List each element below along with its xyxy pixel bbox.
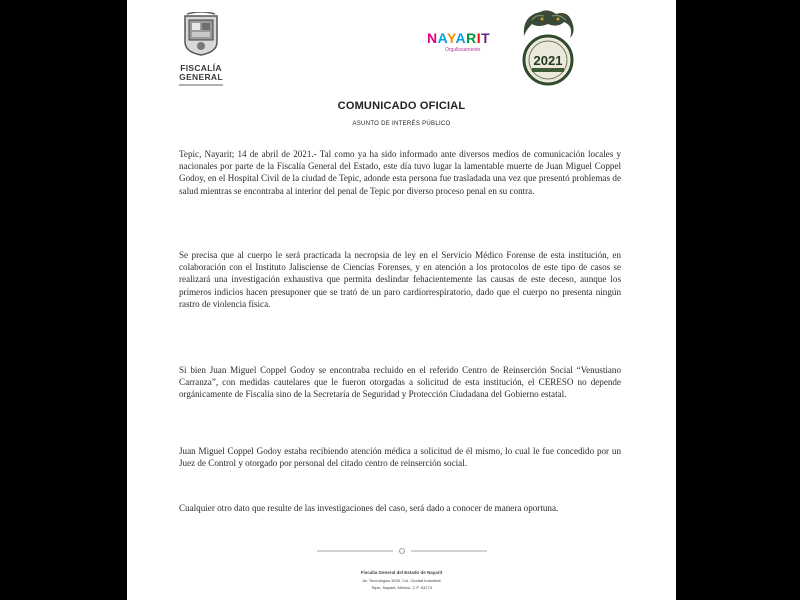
ornamental-divider [317,547,487,555]
nayarit-letter: I [476,30,482,46]
fiscalia-logo [175,12,227,88]
nayarit-letter: T [481,30,491,46]
document-page [127,0,676,600]
paragraph-5: Cualquier otro dato que resulte de las investigaciones del caso, será dado a conocer de manera oportuna. [179,503,559,513]
paragraph-4: Juan Miguel Coppel Godoy estaba recibiendo atención médica a solicitud de él mismo, lo cual le fue concedido por un Juez de Control y otorgado por personal del citado centro de reinserción social. [179,446,621,469]
nayarit-letter: R [466,30,477,46]
org-name-line1: FISCALÍA [180,63,222,73]
footer-address: Av. Tecnológico 3200, Col. Ciudad Industrial [362,578,441,583]
footer-org: Fiscalía General del Estado de Nayarit [360,570,443,575]
emblem-year: 2021 [533,53,563,68]
paragraph-2: Se precisa que al cuerpo le será practicada la necropsia de ley en el Servicio Médico Forense de esta institución, en colaboración con el Instituto Jalisciense de Ciencias Forenses, y en atención a los protocolos de este tipo de casos se realizará una investigación exhaustiva que permita deslindar fehacientemente las causas de este deceso, aunque los primeros indicios hacen presuponer que se trató de un paro cardiorrespiratorio, dado que el cuerpo no presenta ningún rastro de violencia física. [179,250,621,309]
coat-of-arms-icon [182,12,220,56]
document-subtitle: ASUNTO DE INTERÉS PÚBLICO [352,121,451,127]
nayarit-letter: N [427,30,438,46]
dragon-icon [524,10,574,38]
org-name-underline [179,84,223,86]
nayarit-letter: A [455,30,467,46]
nayarit-logo-subtitle: Orgullosamente [445,47,481,53]
nayarit-letter: A [437,30,447,46]
footer-city: Tepic, Nayarit, México. C.P. 63173 [371,585,432,590]
nayarit-letter: Y [446,30,456,46]
centennial-emblem [518,6,578,86]
org-name-line2: GENERAL [179,72,223,82]
paragraph-1: Tepic, Nayarit; 14 de abril de 2021.- Tal como ya ha sido informado ante diversos medios de comunicación locales y nacionales por parte de la Fiscalía General del Estado, este día tuvo lugar la lamentable muerte de Juan Miguel Coppel Godoy, en el Hospital Civil de la ciudad de Tepic, adonde esta persona fue trasladada una vez que presentó problemas de salud mientras se encontraba al interior del penal de Tepic por diverso proceso penal en su contra. [179,149,621,196]
document-title: COMUNICADO OFICIAL [337,100,466,112]
paragraph-3: Si bien Juan Miguel Coppel Godoy se encontraba recluido en el referido Centro de Reinserción Social “Venustiano Carranza”, con medidas cautelares que le fueron otorgadas a solicitud de esta institución, el CERESO no depende orgánicamente de Fiscalía sino de la Secretaría de Seguridad y Protección Ciudadana del Gobierno estatal. [179,365,621,400]
nayarit-logo [427,30,515,46]
